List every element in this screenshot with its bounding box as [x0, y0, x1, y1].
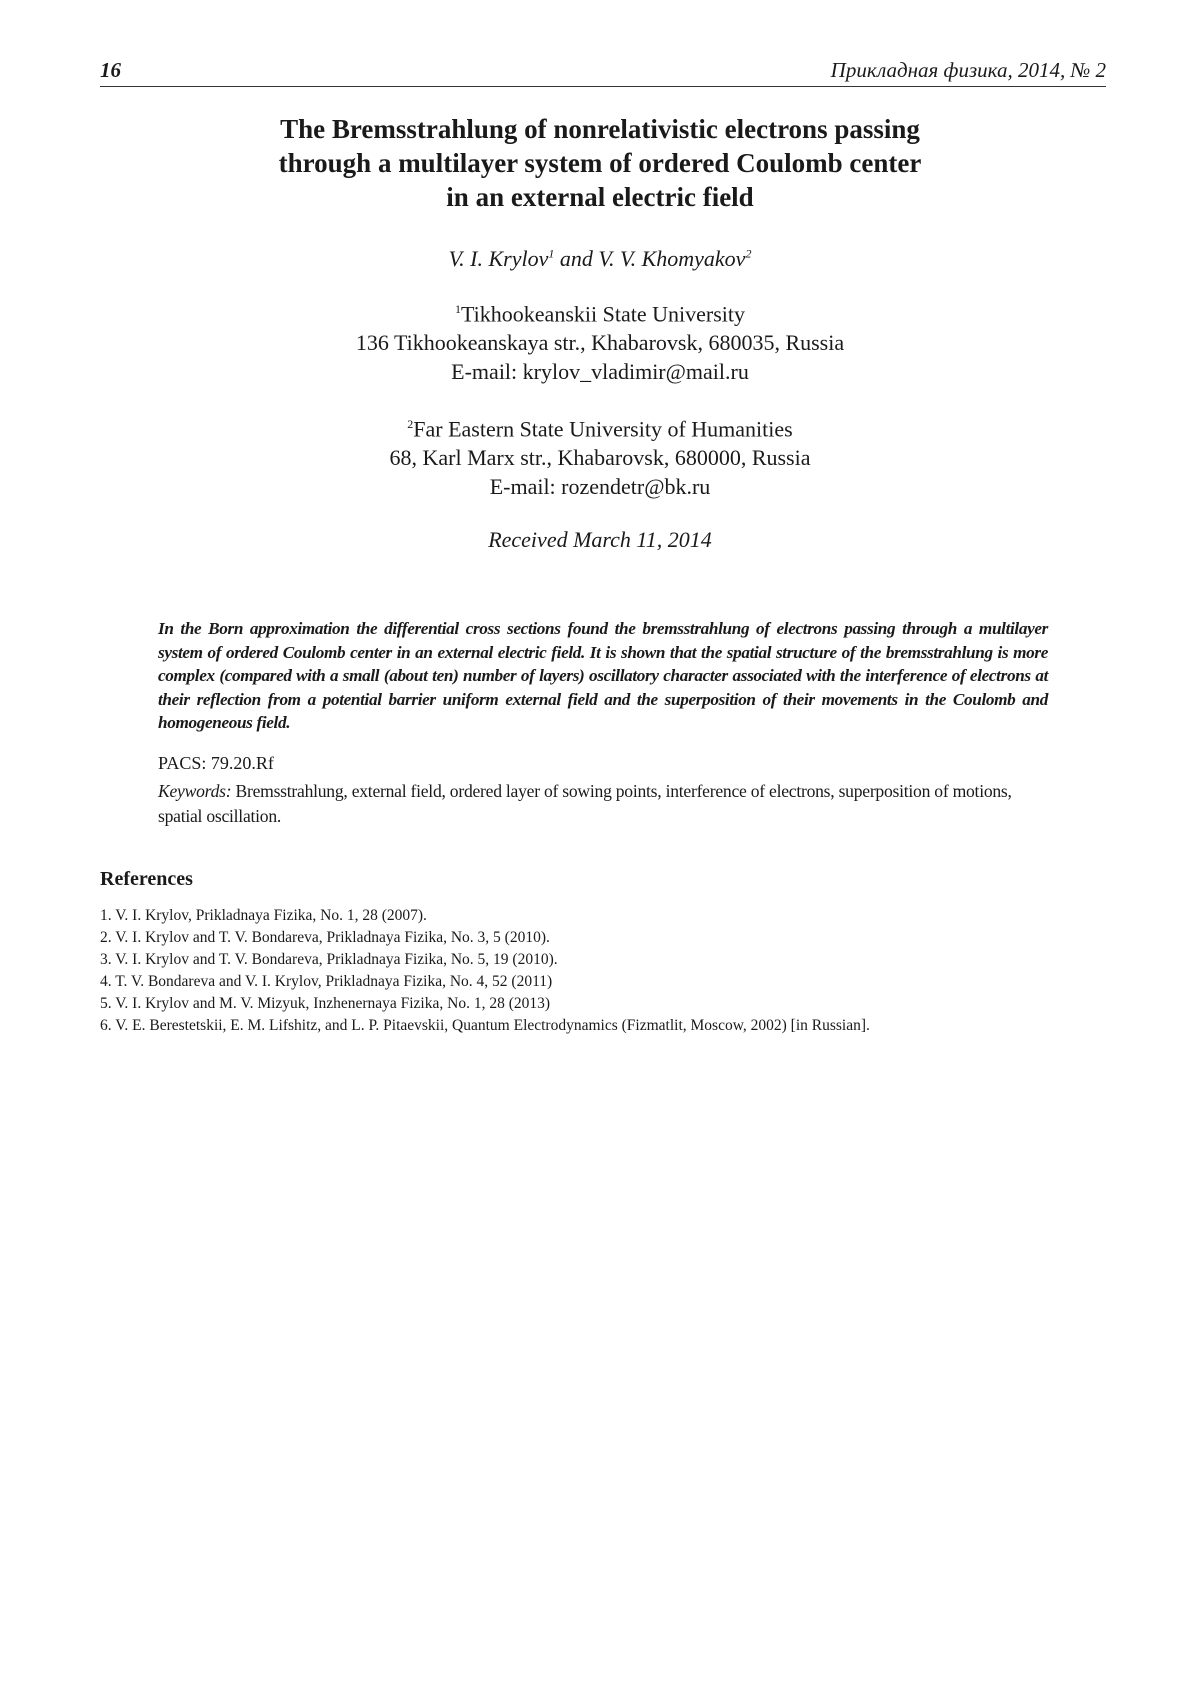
affiliation-block	[150, 410, 1050, 501]
author-affiliation-marker: 1	[548, 246, 555, 261]
received-date: Received March 11, 2014	[488, 527, 712, 552]
keywords	[158, 779, 1058, 829]
running-header	[100, 56, 1106, 87]
affiliation-name: Far Eastern State University of Humanities	[413, 416, 793, 442]
keywords-label: Keywords:	[158, 781, 232, 801]
title-line: in an external electric field	[446, 182, 754, 212]
author-list	[150, 246, 1050, 272]
affiliation-email: E-mail: krylov_vladimir@mail.ru	[451, 359, 749, 385]
author-name: V. V. Khomyakov	[598, 246, 746, 271]
author-name: V. I. Krylov	[448, 246, 549, 271]
reference-item: 4. T. V. Bondareva and V. I. Krylov, Prikladnaya Fizika, No. 4, 52 (2011)	[100, 973, 553, 990]
author-connector: and	[554, 246, 599, 271]
reference-item: 3. V. I. Krylov and T. V. Bondareva, Prikladnaya Fizika, No. 5, 19 (2010).	[100, 951, 558, 968]
author-affiliation-marker: 2	[745, 246, 752, 261]
reference-item: 5. V. I. Krylov and M. V. Mizyuk, Inzhenernaya Fizika, No. 1, 28 (2013)	[100, 995, 551, 1012]
affiliation-email: E-mail: rozendetr@bk.ru	[489, 474, 711, 500]
title-line: through a multilayer system of ordered Coulomb center	[278, 148, 922, 178]
affiliation-address: 136 Tikhookeanskaya str., Khabarovsk, 680035, Russia	[355, 330, 845, 356]
reference-item: 1. V. I. Krylov, Prikladnaya Fizika, No. 1, 28 (2007).	[100, 907, 427, 924]
journal-citation: Прикладная физика, 2014, № 2	[830, 58, 1106, 82]
page-number: 16	[100, 58, 121, 82]
article-title	[150, 112, 1050, 214]
pacs-code: PACS: 79.20.Rf	[158, 753, 274, 773]
affiliation-block	[150, 295, 1050, 386]
references-heading: References	[100, 868, 193, 890]
reference-item: 6. V. E. Berestetskii, E. M. Lifshitz, and L. P. Pitaevskii, Quantum Electrodynamics (Fizmatlit, Moscow, 2002) [in Russian].	[100, 1017, 870, 1034]
affiliation-marker: 1	[455, 302, 462, 316]
references-list	[100, 905, 1106, 1037]
reference-item: 2. V. I. Krylov and T. V. Bondareva, Prikladnaya Fizika, No. 3, 5 (2010).	[100, 929, 550, 946]
affiliation-marker: 2	[407, 417, 414, 431]
affiliation-name: Tikhookeanskii State University	[461, 301, 745, 327]
keywords-text: Bremsstrahlung, external field, ordered layer of sowing points, interference of electrons, superposition of motions, spatial oscillation.	[158, 781, 1012, 826]
title-line: The Bremsstrahlung of nonrelativistic electrons passing	[280, 114, 920, 144]
abstract: In the Born approximation the differential cross sections found the bremsstrahlung of electrons passing through a multilayer system of ordered Coulomb center in an external electric field. It is shown that the spatial structure of the bremsstrahlung is more complex (compared with a small (about ten) number of layers) oscillatory character associated with the interference of electrons at their reflection from a potential barrier uniform external field and the superposition of their movements in the Coulomb and homogeneous field.	[158, 619, 1048, 732]
affiliation-address: 68, Karl Marx str., Khabarovsk, 680000, Russia	[389, 445, 811, 471]
